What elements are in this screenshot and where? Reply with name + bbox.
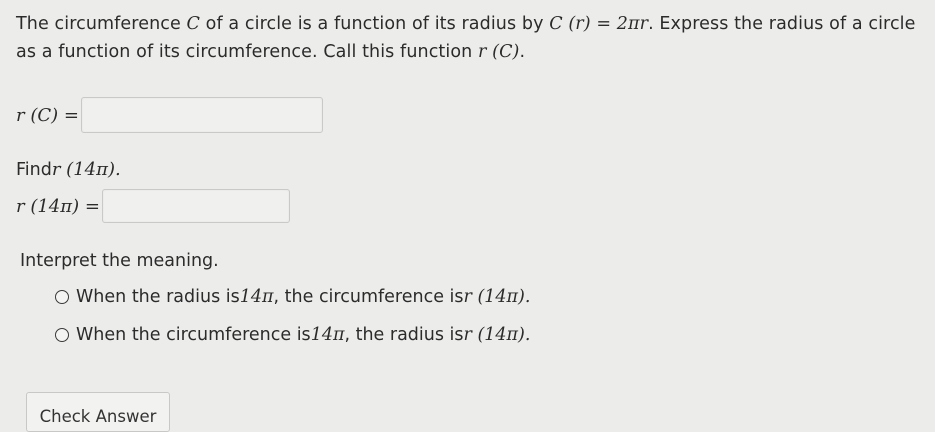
problem-text-5: . xyxy=(519,42,526,62)
interpret-heading xyxy=(20,251,219,271)
part2-find-row xyxy=(16,159,121,180)
problem-text-4: as a function of its circumference. Call this function xyxy=(16,42,479,62)
problem-statement xyxy=(16,10,916,66)
radio-button-icon[interactable] xyxy=(55,328,69,342)
formula-circumference: C (r) = 2πr xyxy=(549,14,649,34)
radio-option-1[interactable] xyxy=(55,287,530,307)
option-2-math-a: 14π xyxy=(310,325,345,345)
option-1-text-b: , the circumference is xyxy=(273,287,464,307)
variable-C: C xyxy=(186,14,201,34)
option-1-text-a: When the radius is xyxy=(76,287,240,307)
problem-text-3: . Express the radius of a circle xyxy=(648,14,916,34)
option-1-math-a: 14π xyxy=(239,287,274,307)
part2-row xyxy=(16,189,290,223)
interpret-heading-text: Interpret the meaning. xyxy=(20,251,219,271)
part1-row xyxy=(16,97,323,133)
radio-option-2[interactable] xyxy=(55,325,530,345)
problem-text-2: of a circle is a function of its radius by xyxy=(200,14,550,34)
formula-radius-function: r (C) xyxy=(478,42,520,62)
problem-text-1: The circumference xyxy=(16,14,187,34)
radio-button-icon[interactable] xyxy=(55,290,69,304)
option-1-math-b: r (14π). xyxy=(463,287,531,307)
option-2-text-b: , the radius is xyxy=(344,325,464,345)
find-formula: r (14π). xyxy=(51,159,121,180)
answer-input-r-of-C[interactable] xyxy=(81,97,323,133)
check-answer-button[interactable]: Check Answer xyxy=(26,392,170,432)
option-2-math-b: r (14π). xyxy=(463,325,531,345)
part1-label: r (C) = xyxy=(16,104,79,126)
part2-label: r (14π) = xyxy=(16,195,100,217)
option-2-text-a: When the circumference is xyxy=(76,325,311,345)
find-text: Find xyxy=(16,159,52,180)
answer-input-r-of-14pi[interactable] xyxy=(102,189,290,223)
